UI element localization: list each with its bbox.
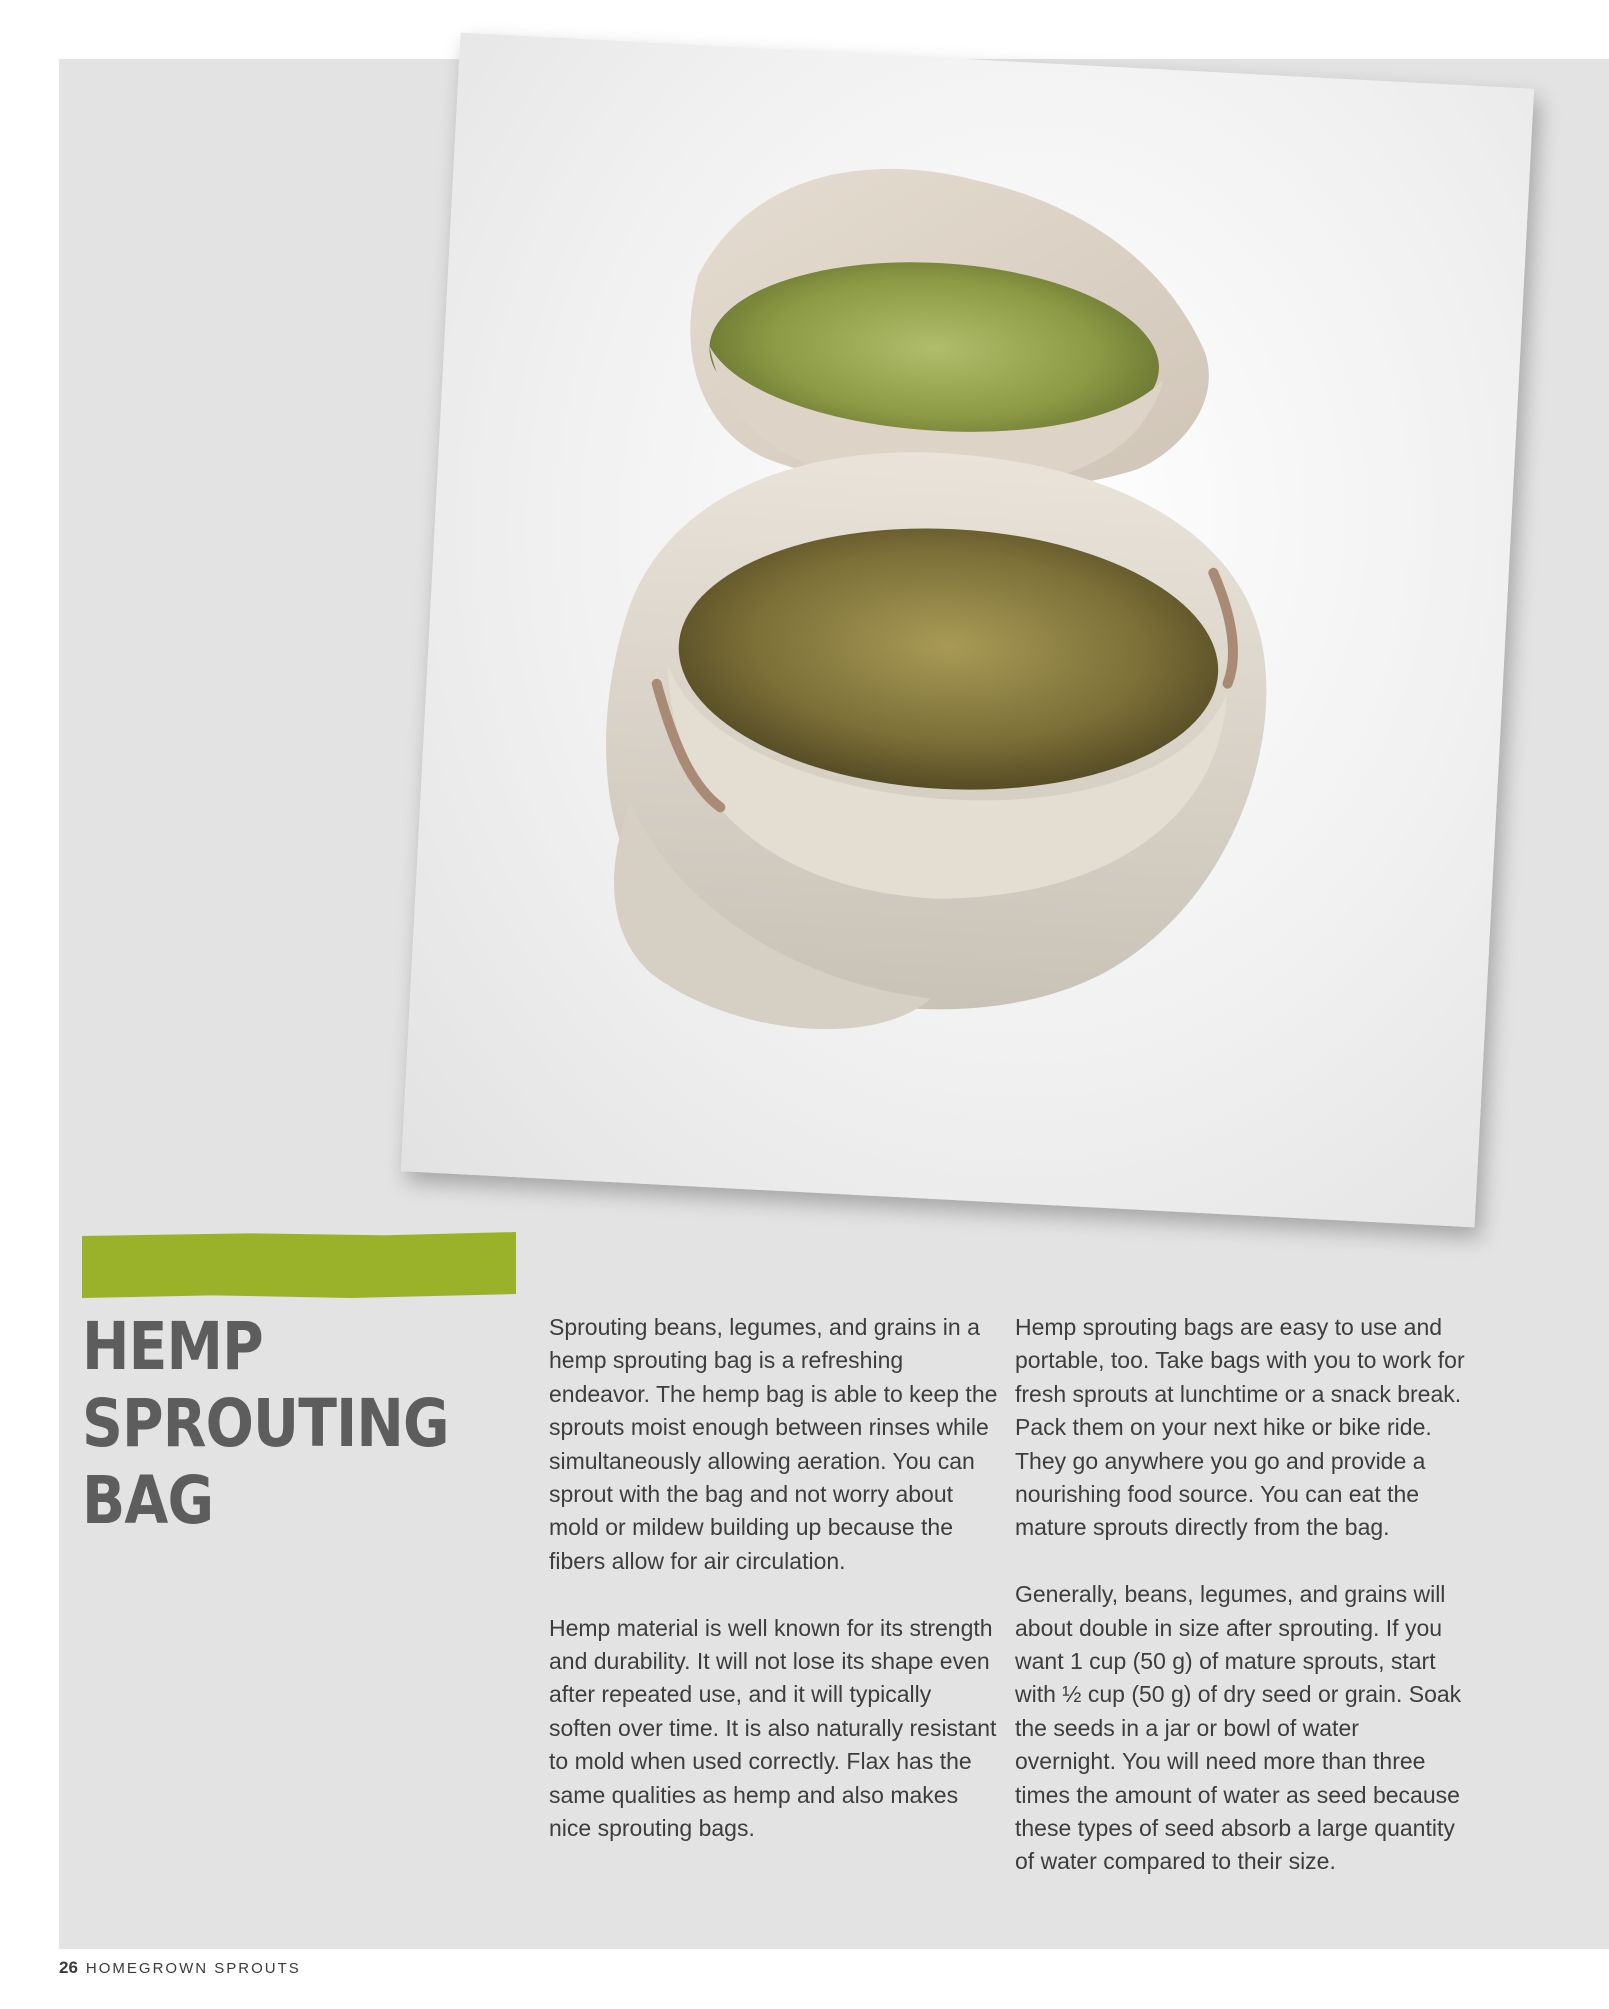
heading-accent-bar xyxy=(82,1232,516,1298)
page-footer xyxy=(59,1958,301,1978)
sprouting-bags-illustration xyxy=(401,33,1534,1228)
paragraph: Sprouting beans, legumes, and grains in a hemp sprouting bag is a refreshing endeavor. The hemp bag is able to keep the sprouts moist enough between rinses while simultaneously allowing aeration. You can sprout with the bag and not worry about mold or mildew building up because the fibers allow for air circulation. xyxy=(549,1314,998,1574)
body-column-left xyxy=(549,1311,999,1879)
page-number: 26 xyxy=(59,1958,78,1977)
paragraph: Hemp sprouting bags are easy to use and portable, too. Take bags with you to work for fresh sprouts at lunchtime or a snack break. Pack them on your next hike or bike ride. They go anywhere you go and provide a nourishing food source. You can eat the mature sprouts directly from the bag. xyxy=(1015,1314,1465,1541)
photo-sprouting-bags xyxy=(401,33,1534,1228)
paragraph: Generally, beans, legumes, and grains will about double in size after sprouting. If you want 1 cup (50 g) of mature sprouts, start with ½ cup (50 g) of dry seed or grain. Soak the seeds in a jar or bowl of water overnight. You will need more than three times the amount of water as seed because these types of seed absorb a large quantity of water compared to their size. xyxy=(1015,1581,1462,1875)
paragraph: Hemp material is well known for its strength and durability. It will not lose its shape even after repeated use, and it will typically soften over time. It is also naturally resistant to mold when used correctly. Flax has the same qualities as hemp and also makes nice sprouting bags. xyxy=(549,1614,997,1842)
book-title: HOMEGROWN SPROUTS xyxy=(85,1960,301,1977)
body-column-right xyxy=(1015,1311,1465,1912)
article-heading: HEMP SPROUTING BAG xyxy=(82,1308,449,1539)
